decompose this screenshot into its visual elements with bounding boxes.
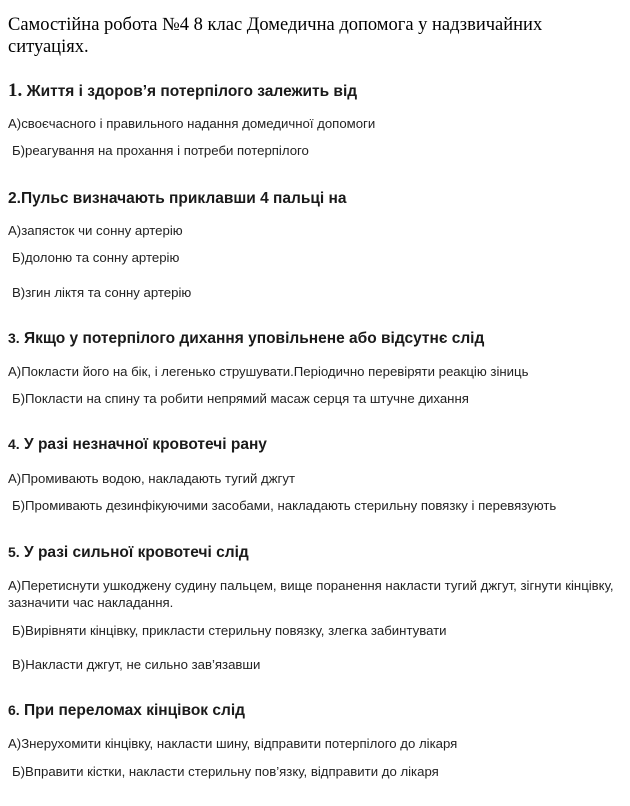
answer-3-b: Б)Покласти на спину та робити непрямий масаж серця та штучне дихання xyxy=(12,391,469,406)
answer-1-b: Б)реагування на прохання і потреби потерпілого xyxy=(12,143,309,158)
question-text: Життя і здоров’я потерпілого залежить від xyxy=(26,83,358,100)
question-text: У разі сильної кровотечі слід xyxy=(24,544,249,561)
question-3 xyxy=(8,330,484,348)
question-number: 3. xyxy=(8,330,20,346)
question-number: 2. xyxy=(8,190,21,207)
question-text: Пульс визначають приклавши 4 пальці на xyxy=(20,190,347,207)
question-number: 6. xyxy=(8,702,20,718)
answer-2-c: В)згин ліктя та сонну артерію xyxy=(12,285,192,300)
answer-5-c: В)Накласти джгут, не сильно зав’язавши xyxy=(12,657,261,672)
answer-4-b: Б)Промивають дезинфікуючими засобами, накладають стерильну повязку і перевязують xyxy=(12,498,557,513)
question-5 xyxy=(8,544,249,562)
answer-2-b: Б)долоню та сонну артерію xyxy=(12,250,180,265)
answer-5-b: Б)Вирівняти кінцівку, прикласти стерильну повязку, злегка забинтувати xyxy=(12,623,447,638)
question-1 xyxy=(8,80,357,102)
question-number: 5. xyxy=(8,544,20,560)
question-text: Якщо у потерпілого дихання уповільнене або відсутнє слід xyxy=(24,330,485,347)
answer-2-a: А)запясток чи сонну артерію xyxy=(8,223,183,238)
answer-6-a: А)Знерухомити кінцівку, накласти шину, відправити потерпілого до лікаря xyxy=(8,736,458,751)
answer-4-a: А)Промивають водою, накладають тугий джгут xyxy=(8,471,296,486)
question-2 xyxy=(8,190,347,208)
question-4 xyxy=(8,436,267,454)
answer-3-a: А)Покласти його на бік, і легенько струшувати.Періодично перевіряти реакцію зіниць xyxy=(8,364,529,379)
answer-5-a: А)Перетиснути ушкоджену судину пальцем, вище поранення накласти тугий джгут, зігнути кінцівку, зазначити час накладання. xyxy=(8,578,614,610)
question-number: 4. xyxy=(8,436,20,452)
question-text: При переломах кінцівок слід xyxy=(24,702,245,719)
answer-6-b: Б)Вправити кістки, накласти стерильну пов’язку, відправити до лікаря xyxy=(12,764,439,779)
question-6 xyxy=(8,702,245,720)
question-text: У разі незначної кровотечі рану xyxy=(24,436,267,453)
question-number: 1. xyxy=(8,80,23,101)
document-title: Самостійна робота №4 8 клас Домедична допомога у надзвичайних ситуаціях. xyxy=(8,15,543,57)
answer-1-a: А)своєчасного і правильного надання домедичної допомоги xyxy=(8,116,376,131)
